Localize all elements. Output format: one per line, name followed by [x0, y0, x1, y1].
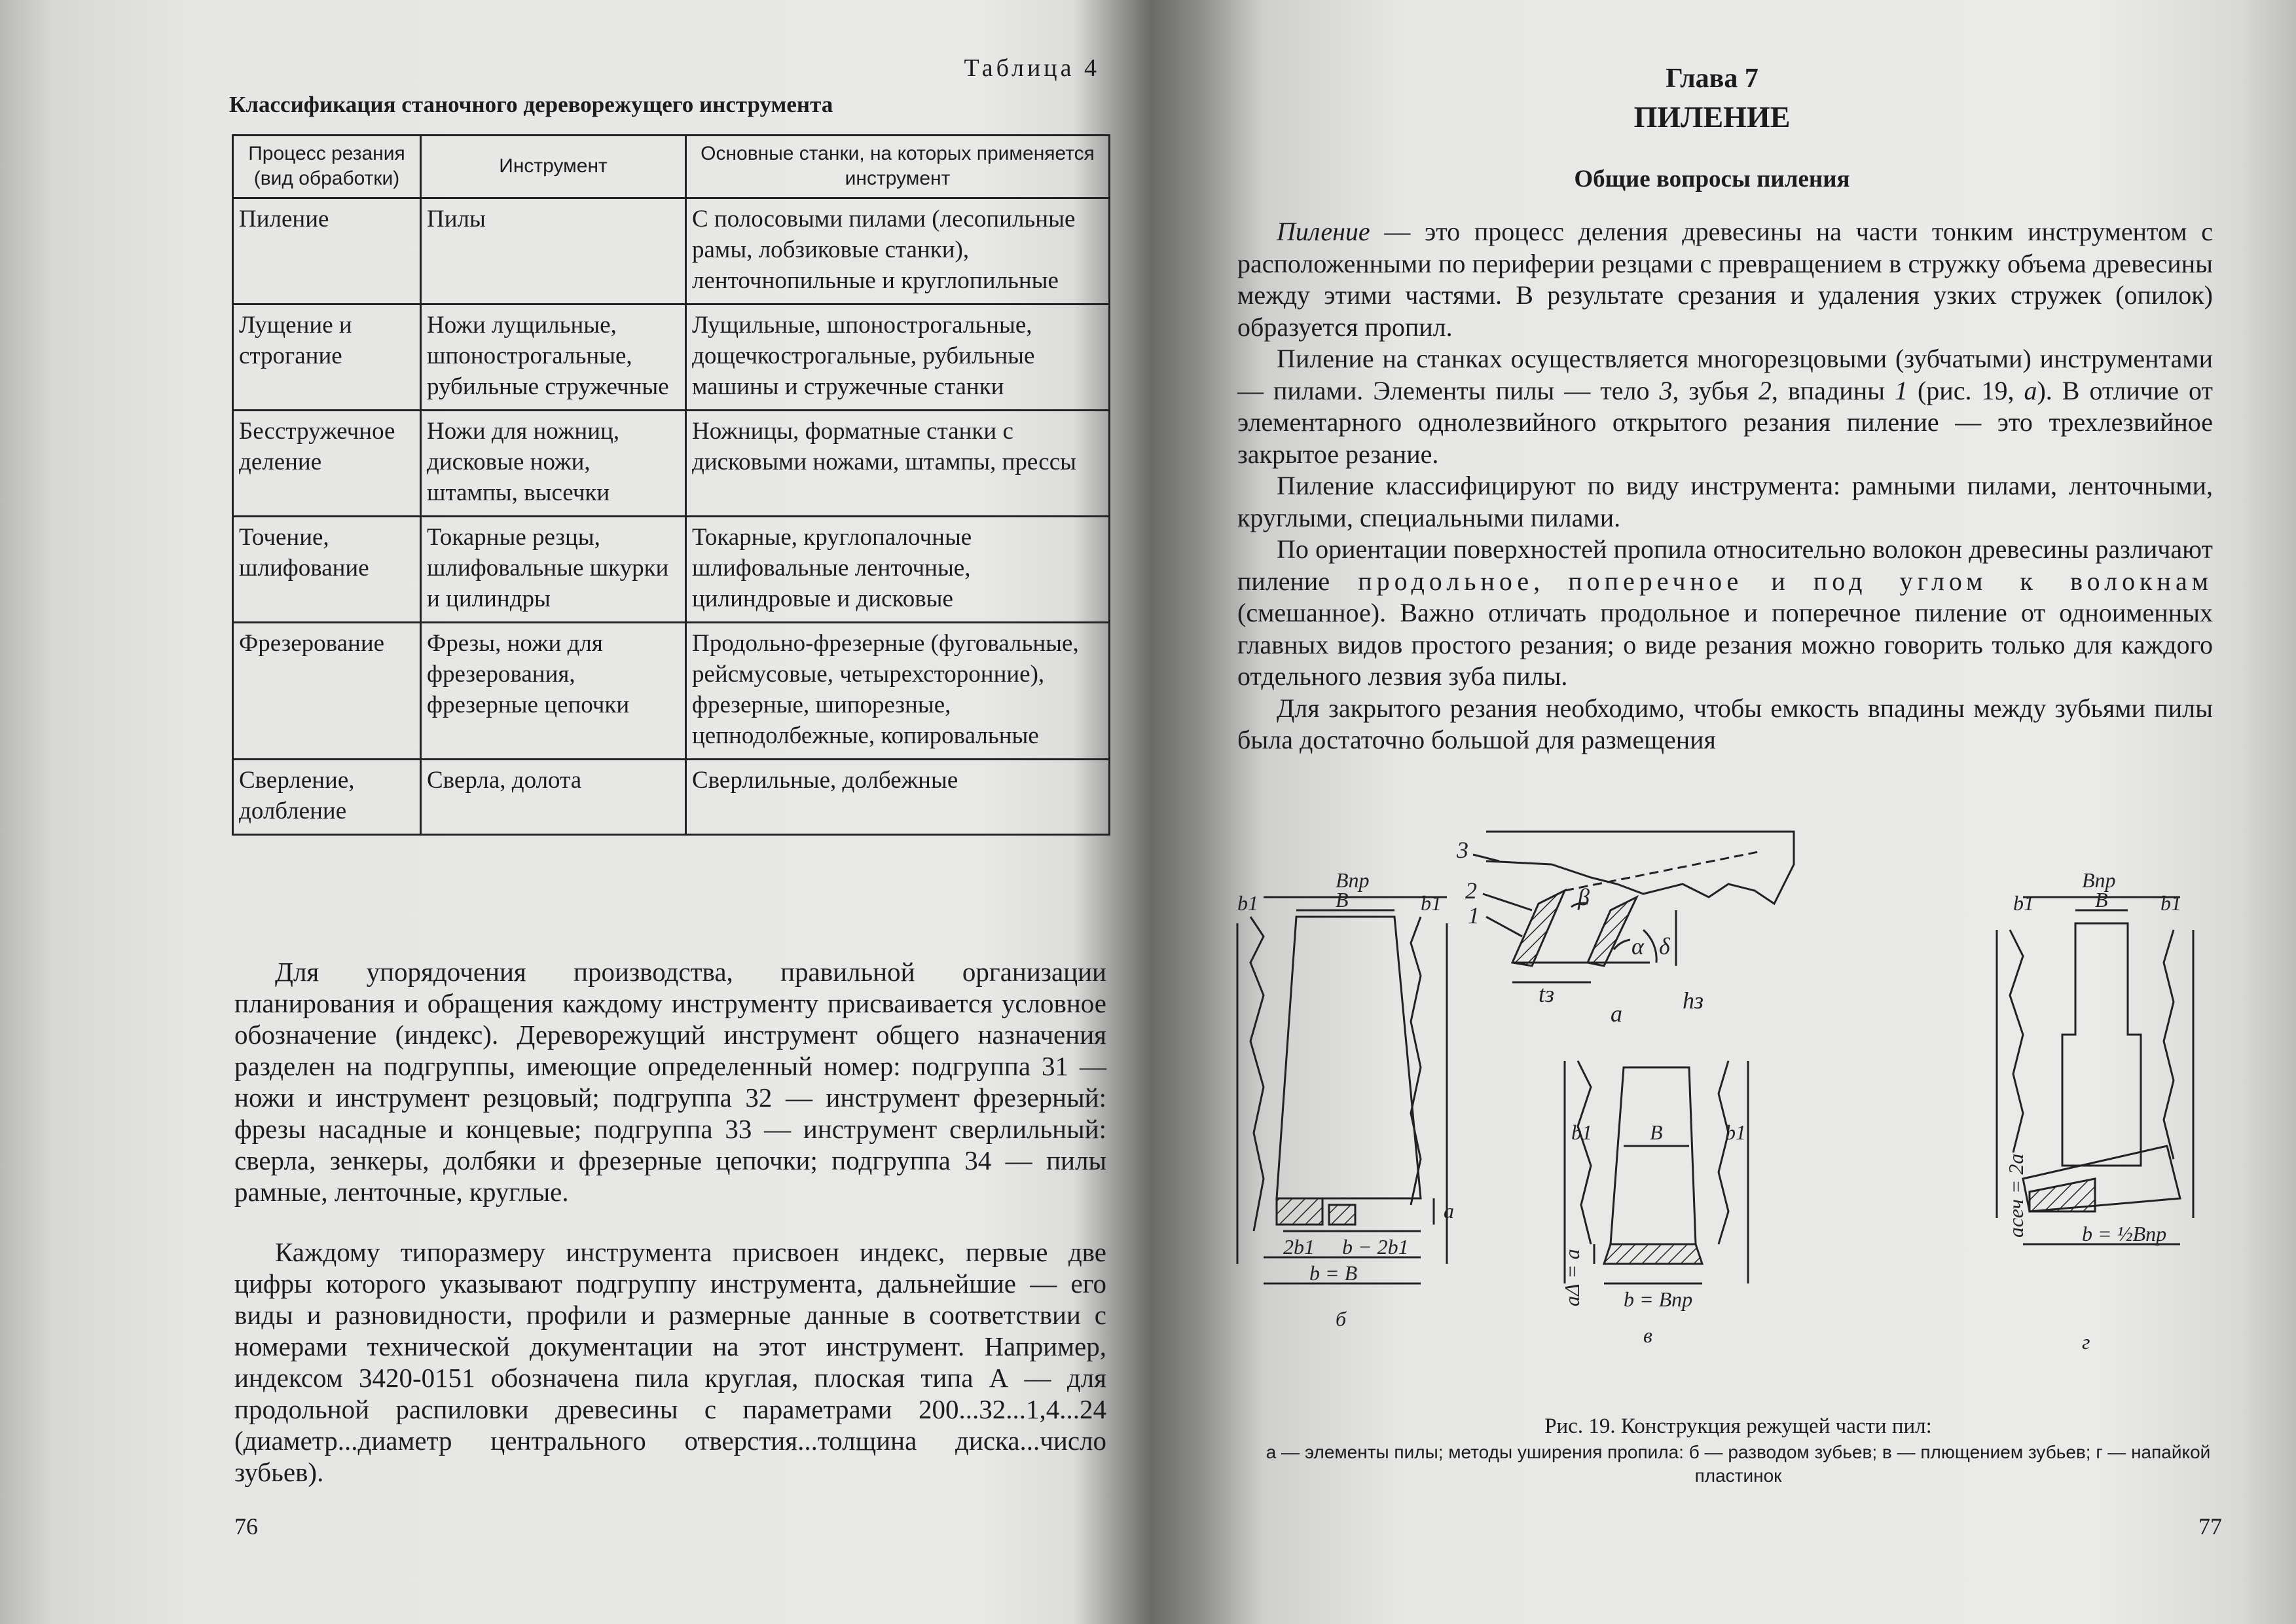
paragraph-orientation: По ориентации поверхностей пропила относительно волокон древесины различают пиление продольное, поперечное и под углом к волокнам (смешанное). Важно отличать продольное и поперечное пиление от одноименных главных видов простого резания; о виде резания можно говорить только для каждого отдельного лезвия зуба пилы. — [1237, 534, 2214, 691]
page-number-left: 76 — [234, 1513, 258, 1540]
left-page — [0, 0, 1126, 1624]
label-b-half: b = ½Bпр — [2082, 1222, 2167, 1246]
label-sub-a: а — [1611, 1001, 1622, 1027]
term-sawing: Пиление — [1277, 217, 1370, 246]
table-row — [233, 304, 1110, 410]
saw-tooth-hatched — [1512, 891, 1565, 966]
table-cell: Продольно-фрезерные (фуговальные, рейсмусовые, четырехсторонние), фрезерные, шипорезные, цепнодолбежные, копировальные — [686, 622, 1110, 759]
paragraph-definition: Пиление — это процесс деления древесины на части тонким инструментом с расположенными по периферии резцами с превращением в стружку объема древесины между этими частями. В результате срезания и удаления узких стружек (опилок) образуется пропил. — [1237, 217, 2213, 342]
label-body: 3 — [1457, 837, 1468, 863]
saw-body-shape — [1486, 832, 1794, 904]
table-cell: Бесстружечное деление — [233, 410, 421, 516]
chapter-number: Глава 7 — [1666, 64, 1758, 94]
saw-blade-outline — [1611, 1067, 1696, 1244]
section-title: Общие вопросы пиления — [1574, 166, 1850, 193]
table-cell: Фрезерование — [233, 622, 421, 759]
label-sub-g: г — [2082, 1330, 2090, 1354]
right-page-text — [1237, 216, 2213, 756]
saw-blade-outline — [2062, 923, 2141, 1166]
kerf-left-wall — [1237, 917, 1264, 1264]
leader-line — [1486, 917, 1522, 936]
label-a-delta: aΔ = a — [1560, 1249, 1584, 1306]
label-g-b1-left: b1 — [2013, 891, 2034, 915]
set-tooth-left — [1277, 1198, 1322, 1225]
table-row — [233, 516, 1110, 622]
label-g-blade: B — [2095, 888, 2108, 912]
figure-saw-cutting-part — [1224, 825, 2259, 1414]
label-sub-v: в — [1643, 1323, 1652, 1347]
table-header-row — [233, 136, 1110, 198]
label-gullet: 1 — [1468, 902, 1480, 929]
label-tooth: 2 — [1465, 877, 1477, 904]
label-b1-left: b1 — [1237, 891, 1258, 915]
cutting-angle-arc — [1643, 930, 1656, 963]
label-b-minus-2b1: b − 2b1 — [1342, 1235, 1409, 1259]
table-cell: Лущильные, шпонострогальные, дощечкострогальные, рубильные машины и стружечные станки — [686, 304, 1110, 410]
table-row — [233, 198, 1110, 304]
table-cell: С полосовыми пилами (лесопильные рамы, лобзиковые станки), ленточнопильные и круглопильные — [686, 198, 1110, 304]
label-sub-b: б — [1336, 1307, 1347, 1331]
label-v-b1-right: b1 — [1725, 1120, 1746, 1144]
label-b1-right: b1 — [1421, 891, 1442, 915]
table-cell: Ножи для ножниц, дисковые ножи, штампы, высечки — [421, 410, 686, 516]
table-row — [233, 759, 1110, 834]
label-alpha: α — [1631, 933, 1644, 959]
table-number: Таблица 4 — [964, 54, 1100, 82]
table-cell: Ножи лущильные, шпонострогальные, рубильные стружечные — [421, 304, 686, 410]
table-cell: Ножницы, форматные станки с дисковыми ножами, штампы, прессы — [686, 410, 1110, 516]
label-v-blade: B — [1650, 1120, 1663, 1144]
label-b-kerf: Bпр — [1336, 868, 1370, 892]
table-cell: Пилы — [421, 198, 686, 304]
diagram-v-swaged — [1565, 1061, 1748, 1283]
header-process: Процесс резания (вид обработки) — [233, 136, 421, 198]
page-number-right: 77 — [2198, 1513, 2222, 1540]
figure-caption-text: а — элементы пилы; методы уширения пропила: б — разводом зубьев; в — плющением зубьев; г — напайкой пластинок — [1266, 1442, 2211, 1486]
header-tool: Инструмент — [421, 136, 686, 198]
label-b-blade: B — [1336, 888, 1349, 912]
label-gullet-depth: hз — [1683, 987, 1704, 1014]
label-tooth-pitch: tз — [1539, 981, 1555, 1007]
kerf-right-wall — [1719, 1061, 1748, 1283]
label-b-eq-bpr: b = Bпр — [1624, 1287, 1693, 1311]
table-title: Классификация станочного дереворежущего инструмента — [229, 92, 833, 117]
table-row — [233, 622, 1110, 759]
paragraph-classification: Пиление классифицируют по виду инструмента: рамными пилами, ленточными, круглыми, специальными пилами. — [1237, 471, 2213, 532]
paragraph-index-example: Каждому типоразмеру инструмента присвоен индекс, первые две цифры которого указывают подгруппу инструмента, дальнейшие — его виды и разновидности, профили и размерные данные в соответствии с номерами технической документации на этот инструмент. Например, индексом 3420-0151 обозначена пила круглая, плоская типа А — для продольной распиловки древесины с параметрами 200...32...1,4...24 (диаметр...диаметр центрального отверстия...толщина диска...число зубьев). — [234, 1237, 1106, 1487]
paragraph-saw-elements: Пиление на станках осуществляется многорезцовыми (зубчатыми) инструментами — пилами. Элементы пилы — тело 3, зубья 2, впадины 1 (рис. 19, а). В отличие от элементарного однолезвийного открытого резания пиление — это трехлезвийное закрытое резание. — [1237, 344, 2213, 469]
right-page — [1172, 0, 2296, 1624]
table-cell: Лущение и строгание — [233, 304, 421, 410]
leader-line — [1473, 855, 1499, 861]
table-cell: Пиление — [233, 198, 421, 304]
kerf-right-wall — [2164, 930, 2193, 1218]
table-cell: Токарные, круглопалочные шлифовальные ленточные, цилиндровые и дисковые — [686, 516, 1110, 622]
paragraph-closed-cutting: Для закрытого резания необходимо, чтобы емкость впадины между зубьями пилы была достаточно большой для размещения — [1237, 693, 2213, 754]
table-row — [233, 410, 1110, 516]
swaged-tooth — [1604, 1244, 1702, 1264]
label-2b1: 2b1 — [1283, 1235, 1315, 1259]
label-b-eq-B: b = B — [1309, 1261, 1358, 1285]
kerf-right-wall — [1411, 917, 1447, 1264]
chapter-title: ПИЛЕНИЕ — [1633, 100, 1791, 134]
diagram-a-saw-elements — [1473, 832, 1794, 982]
paragraph-index-groups: Для упорядочения производства, правильной организации планирования и обращения каждому инструменту присваивается условное обозначение (индекс). Дереворежущий инструмент общего назначения разделен на подгруппы, имеющие определенный номер: подгруппа 31 — ножи и инструмент резцовый; подгруппа 32 — инструмент фрезерный: фрезы насадные и концевые; подгруппа 33 — инструмент сверлильный: сверла, зенкеры, долбяки и фрезерные цепочки; подгруппа 34 — пилы рамные, ленточные, круглые. — [234, 957, 1106, 1207]
set-tooth-right — [1329, 1205, 1355, 1225]
table-cell: Точение, шлифование — [233, 516, 421, 622]
table-cell: Фрезы, ножи для фрезерования, фрезерные цепочки — [421, 622, 686, 759]
label-g-kerf: Bпр — [2082, 868, 2116, 892]
label-delta: δ — [1659, 933, 1670, 959]
leader-line — [1483, 894, 1532, 910]
label-beta: β — [1578, 884, 1590, 910]
label-g-b1-right: b1 — [2160, 891, 2181, 915]
table-cell: Сверлильные, долбежные — [686, 759, 1110, 834]
table-cell: Токарные резцы, шлифовальные шкурки и цилиндры — [421, 516, 686, 622]
header-machines: Основные станки, на которых применяется инструмент — [686, 136, 1110, 198]
table-cell: Сверла, долота — [421, 759, 686, 834]
table-cell: Сверление, долбление — [233, 759, 421, 834]
figure-caption-title: Рис. 19. Конструкция режущей части пил: — [1544, 1414, 1932, 1438]
classification-table — [232, 134, 1110, 836]
saw-tooth-hatched — [1588, 897, 1637, 966]
label-a-sech: aсеч = 2a — [2004, 1153, 2028, 1238]
label-set-a: a — [1444, 1199, 1454, 1223]
saw-blade-outline — [1277, 917, 1421, 1198]
tipped-insert — [2030, 1179, 2095, 1211]
label-v-b1-left: b1 — [1571, 1120, 1592, 1144]
diagram-b-spring-set — [1237, 897, 1447, 1283]
